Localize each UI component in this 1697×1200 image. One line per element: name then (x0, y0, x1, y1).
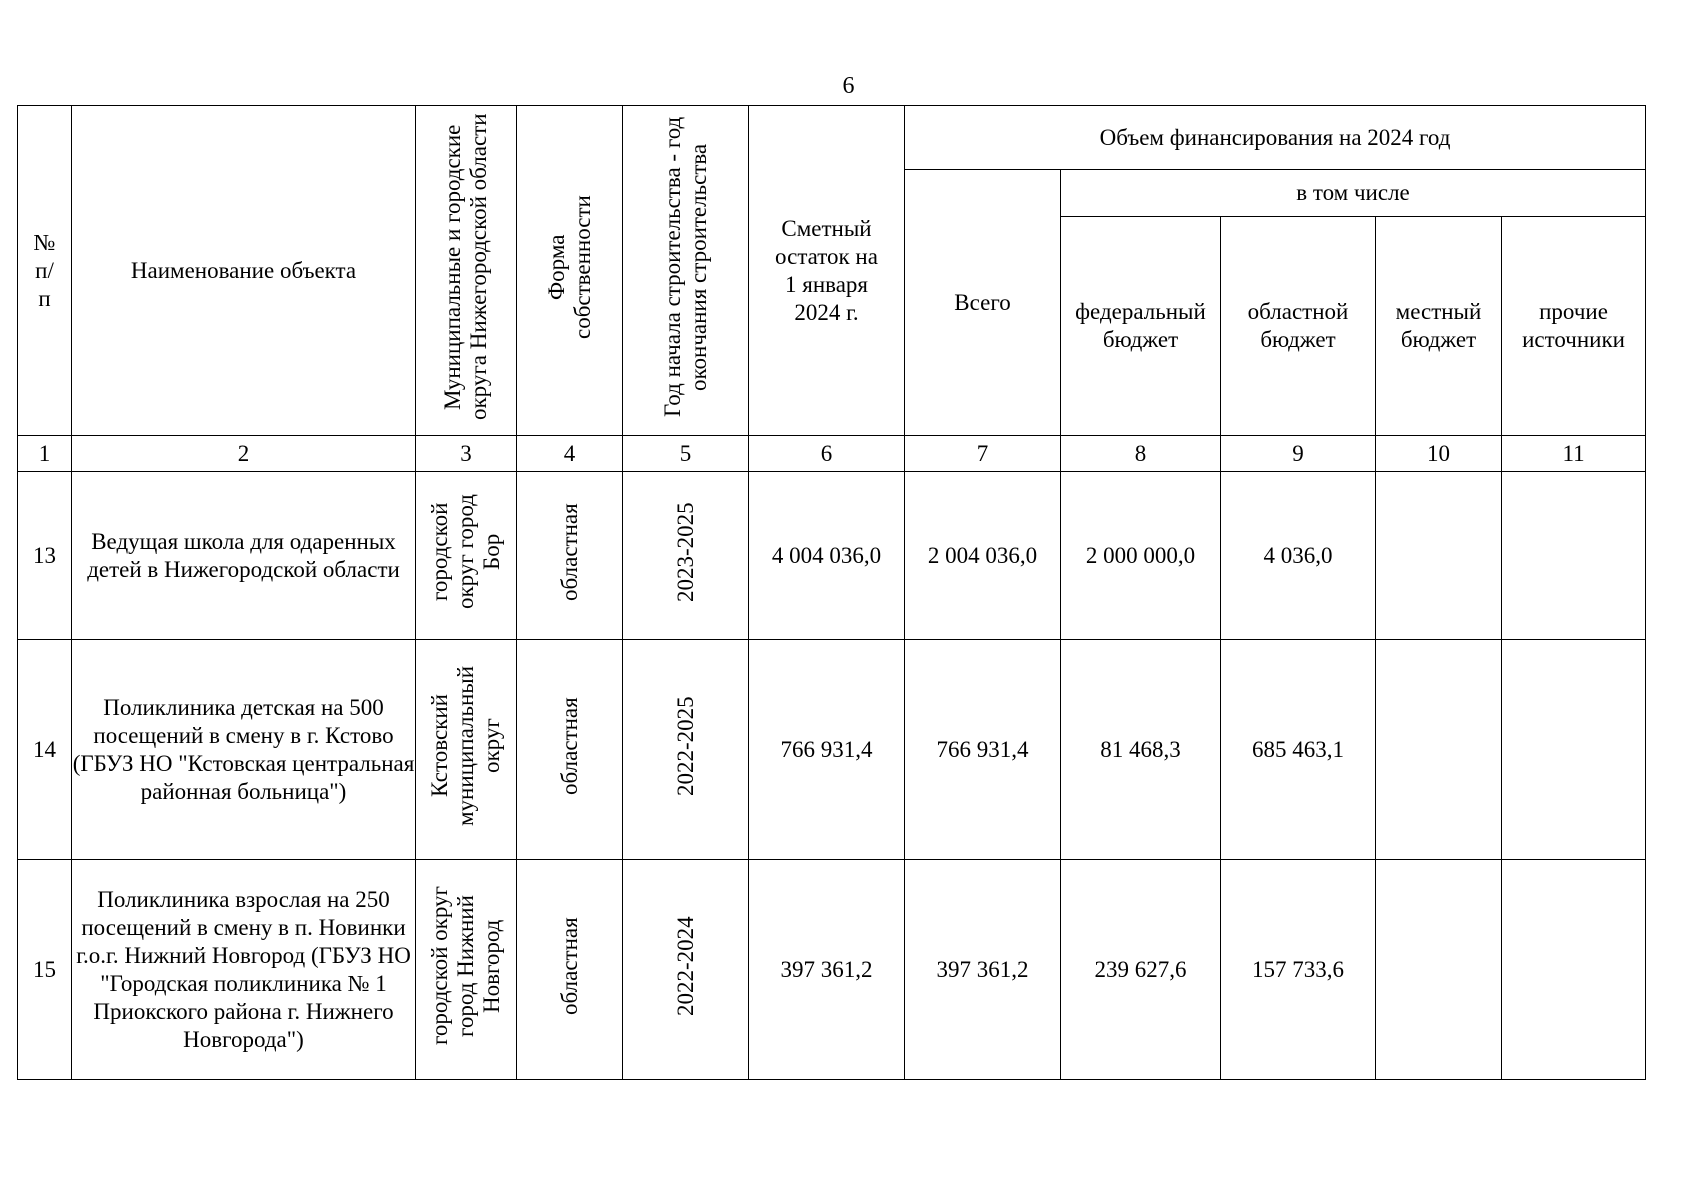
column-number: 10 (1376, 436, 1502, 472)
other-cell (1502, 472, 1646, 640)
municipality-cell: городской округ город Бор (416, 472, 517, 640)
header-name: Наименование объекта (72, 106, 416, 436)
years-cell: 2022-2024 (623, 860, 749, 1080)
estimate-cell: 4 004 036,0 (749, 472, 905, 640)
federal-cell: 81 468,3 (1061, 640, 1221, 860)
column-number: 5 (623, 436, 749, 472)
column-number: 1 (18, 436, 72, 472)
object-name: Ведущая школа для одаренных детей в Нижегородской области (72, 472, 416, 640)
column-number-row (18, 436, 1646, 472)
ownership-cell: областная (517, 640, 623, 860)
column-number: 4 (517, 436, 623, 472)
total-cell: 766 931,4 (905, 640, 1061, 860)
header-federal: федеральный бюджет (1061, 217, 1221, 436)
row-num: 13 (18, 472, 72, 640)
column-number: 9 (1221, 436, 1376, 472)
table-body (18, 472, 1646, 1080)
total-cell: 397 361,2 (905, 860, 1061, 1080)
column-number: 8 (1061, 436, 1221, 472)
other-cell (1502, 640, 1646, 860)
header-ownership: Форма собственности (517, 106, 623, 436)
regional-cell: 4 036,0 (1221, 472, 1376, 640)
regional-cell: 685 463,1 (1221, 640, 1376, 860)
municipality-cell: Кстовский муниципальный округ (416, 640, 517, 860)
other-cell (1502, 860, 1646, 1080)
financing-table (17, 105, 1646, 1080)
column-number: 3 (416, 436, 517, 472)
ownership-cell: областная (517, 472, 623, 640)
object-name: Поликлиника детская на 500 посещений в смену в г. Кстово (ГБУЗ НО "Кстовская центральная районная больница") (72, 640, 416, 860)
local-cell (1376, 860, 1502, 1080)
header-local: местный бюджет (1376, 217, 1502, 436)
header-other: прочие источники (1502, 217, 1646, 436)
local-cell (1376, 472, 1502, 640)
table-row (18, 640, 1646, 860)
table-row (18, 860, 1646, 1080)
table-row (18, 472, 1646, 640)
years-cell: 2023-2025 (623, 472, 749, 640)
column-number: 6 (749, 436, 905, 472)
page-number: 6 (842, 73, 855, 99)
estimate-cell: 766 931,4 (749, 640, 905, 860)
federal-cell: 239 627,6 (1061, 860, 1221, 1080)
header-municipality: Муниципальные и городские округа Нижегородской области (416, 106, 517, 436)
header-num: № п/п (18, 106, 72, 436)
column-number: 11 (1502, 436, 1646, 472)
estimate-cell: 397 361,2 (749, 860, 905, 1080)
years-cell: 2022-2025 (623, 640, 749, 860)
row-num: 14 (18, 640, 72, 860)
header-regional: областной бюджет (1221, 217, 1376, 436)
row-num: 15 (18, 860, 72, 1080)
header-funding-group: Объем финансирования на 2024 год (905, 106, 1646, 170)
municipality-cell: городской округ город Нижний Новгород (416, 860, 517, 1080)
regional-cell: 157 733,6 (1221, 860, 1376, 1080)
local-cell (1376, 640, 1502, 860)
column-number: 7 (905, 436, 1061, 472)
object-name: Поликлиника взрослая на 250 посещений в смену в п. Новинки г.о.г. Нижний Новгород (ГБУЗ НО "Городская поликлиника № 1 Приокского района г. Нижнего Новгорода") (72, 860, 416, 1080)
table-header (18, 106, 1646, 472)
header-years: Год начала строительства - год окончания строительства (623, 106, 749, 436)
total-cell: 2 004 036,0 (905, 472, 1061, 640)
header-total: Всего (905, 170, 1061, 436)
federal-cell: 2 000 000,0 (1061, 472, 1221, 640)
column-number: 2 (72, 436, 416, 472)
header-estimate: Сметный остаток на 1 января 2024 г. (749, 106, 905, 436)
ownership-cell: областная (517, 860, 623, 1080)
header-including-group: в том числе (1061, 170, 1646, 217)
